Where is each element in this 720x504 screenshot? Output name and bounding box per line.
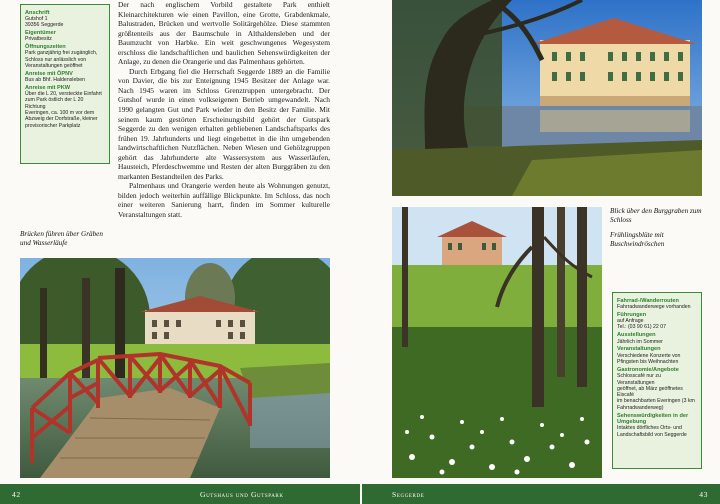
photo-caption-moat: Blick über den Burggraben zum Schloss: [610, 207, 702, 224]
footer-left: [0, 484, 360, 504]
info-line: Bus ab Bhf. Haldensleben: [25, 76, 85, 83]
info-line: im benachbarten Everingen (3 km: [617, 398, 695, 405]
info-section: [25, 30, 105, 43]
info-section: [617, 298, 697, 311]
article-body: [118, 0, 330, 220]
info-heading: Sehenswürdigkeiten in der Umgebung: [617, 412, 689, 425]
info-line: Tel.: (03 90 61) 22 07: [617, 324, 667, 331]
page-number-right: 43: [699, 490, 708, 499]
info-heading: Anreise mit ÖPNV: [25, 70, 73, 77]
article-paragraph: Der nach englischem Vorbild gestaltete Park enthielt Kleinarchitekturen wie einen Pavillon, eine Grotte, Grabdenkmale, Balustraden, Brücken und wertvolle Solitärgehölze. Diese stammten größtenteils aus der Baumschule in Althaldensleben und der Baumzucht von Harbke. Ein weit geschwungenes Wegesystem erschloss die landschaftlichen und baulichen Sehenswürdigkeiten der Anlage, zu denen die Orangerie und das Palmenhaus gehörten.: [118, 0, 330, 67]
info-line: Pfingsten bis Weihnachten: [617, 359, 679, 366]
info-line: Privatbesitz: [25, 36, 52, 43]
section-title-left: Gutshaus und Gutspark: [200, 490, 284, 499]
info-heading: Veranstaltungen: [617, 346, 661, 353]
info-heading: Fahrrad-/Wanderrouten: [617, 297, 679, 304]
info-heading: Anschrift: [25, 9, 50, 16]
info-section: [617, 413, 697, 438]
info-section: [617, 312, 697, 331]
section-title-right: Seggerde: [392, 490, 425, 499]
page-number-left: 42: [12, 490, 21, 499]
info-line: Jährlich im Sommer: [617, 338, 663, 345]
photo-manor-moat: [392, 0, 702, 196]
footer-right: [360, 484, 720, 504]
info-line: 39356 Seggerde: [25, 22, 64, 29]
photo-caption-anemones: Frühlingsblüte mit Buschwindröschen: [610, 231, 665, 248]
info-heading: Eigentümer: [25, 29, 56, 36]
article-paragraph: Durch Erbgang fiel die Herrschaft Seggerde 1889 an die Familie von Davier, die bis zur Enteignung 1945 Besitzer der Anlage war. Nach 1945 waren im Schloss Grenztruppen untergebracht. Der Gutshof wurde in einen volkseigenen Betrieb umgewandelt. Nach 1990 gelangten Gut und Park wieder in den Besitz der Familie. Mit seinem kaum gestörten Erscheinungsbild gehört der Gutspark Seggerde zu den wenigen erhalten gebliebenen Landschaftsparks des frühen 19. Jahrhunderts und liegt eingebettet in die ihn umgebenden landwirtschaftlichen Nutzflächen. Neben Wiesen und Gehölzgruppen gehört das Jahrhunderte alte Wassersystem aus Wasserläufen, Hausteich, Pferdeschwemme und Resten der alten Burggräben zu den markanten Bestandteilen des Parks.: [118, 66, 330, 181]
info-line: Landschaftsbild von Seggerde: [617, 431, 687, 438]
info-box-left: [20, 4, 110, 164]
info-line: Park ganzjährig frei zugänglich,: [25, 50, 98, 57]
info-line: Über die L 20, versteckte Einfahrt: [25, 91, 102, 98]
info-heading: Anreise mit PKW: [25, 84, 71, 91]
info-section: [617, 346, 697, 365]
photo-bridge: [20, 258, 330, 478]
photo-caption-bridge: Brücken führen über Gräben und Wasserläufe: [20, 230, 103, 247]
info-heading: Ausstellungen: [617, 332, 656, 339]
info-line: Gutshof 1: [25, 15, 48, 22]
info-heading: Öffnungszeiten: [25, 43, 66, 50]
info-section: [25, 71, 105, 84]
info-section: [25, 85, 105, 129]
info-line: Everingen, ca. 100 m vor dem: [25, 109, 95, 116]
info-line: Fahrradwanderweg): [617, 404, 664, 411]
article-paragraph: Palmenhaus und Orangerie werden heute als Wohnungen genutzt, bilden jedoch weiterhin auffällige Blickpunkte. Im Schloss, das noch einer weiteren Sanierung harrt, finden im Sommer kulturelle Veranstaltungen statt.: [118, 181, 330, 220]
photo-anemones: [392, 207, 602, 478]
info-line: Schlosscafé nur zu Veranstaltungen: [617, 373, 661, 386]
info-box-right: [612, 292, 702, 469]
info-section: [617, 367, 697, 411]
info-line: provisorischer Parkplatz: [25, 122, 81, 129]
info-heading: Gastronomie/Angebote: [617, 366, 679, 373]
info-line: geöffnet, ab März geöffnetes Eiscafé: [617, 385, 683, 399]
info-section: [25, 44, 105, 69]
info-section: [617, 332, 697, 345]
info-line: zum Park östlich der L 20 Richtung: [25, 97, 84, 110]
info-line: Veranstaltungen geöffnet: [25, 62, 83, 69]
info-line: Schloss nur anlässlich von: [25, 56, 87, 63]
info-line: Verschiedene Konzerte von: [617, 352, 681, 359]
info-line: Abzweig der Dorfstraße, kleiner: [25, 116, 98, 123]
info-section: [25, 10, 105, 29]
info-heading: Führungen: [617, 311, 647, 318]
info-line: Fahrradwanderwege vorhanden: [617, 303, 691, 310]
info-line: Intaktes dörfliches Orts- und: [617, 425, 682, 432]
info-line: auf Anfrage: [617, 318, 644, 325]
